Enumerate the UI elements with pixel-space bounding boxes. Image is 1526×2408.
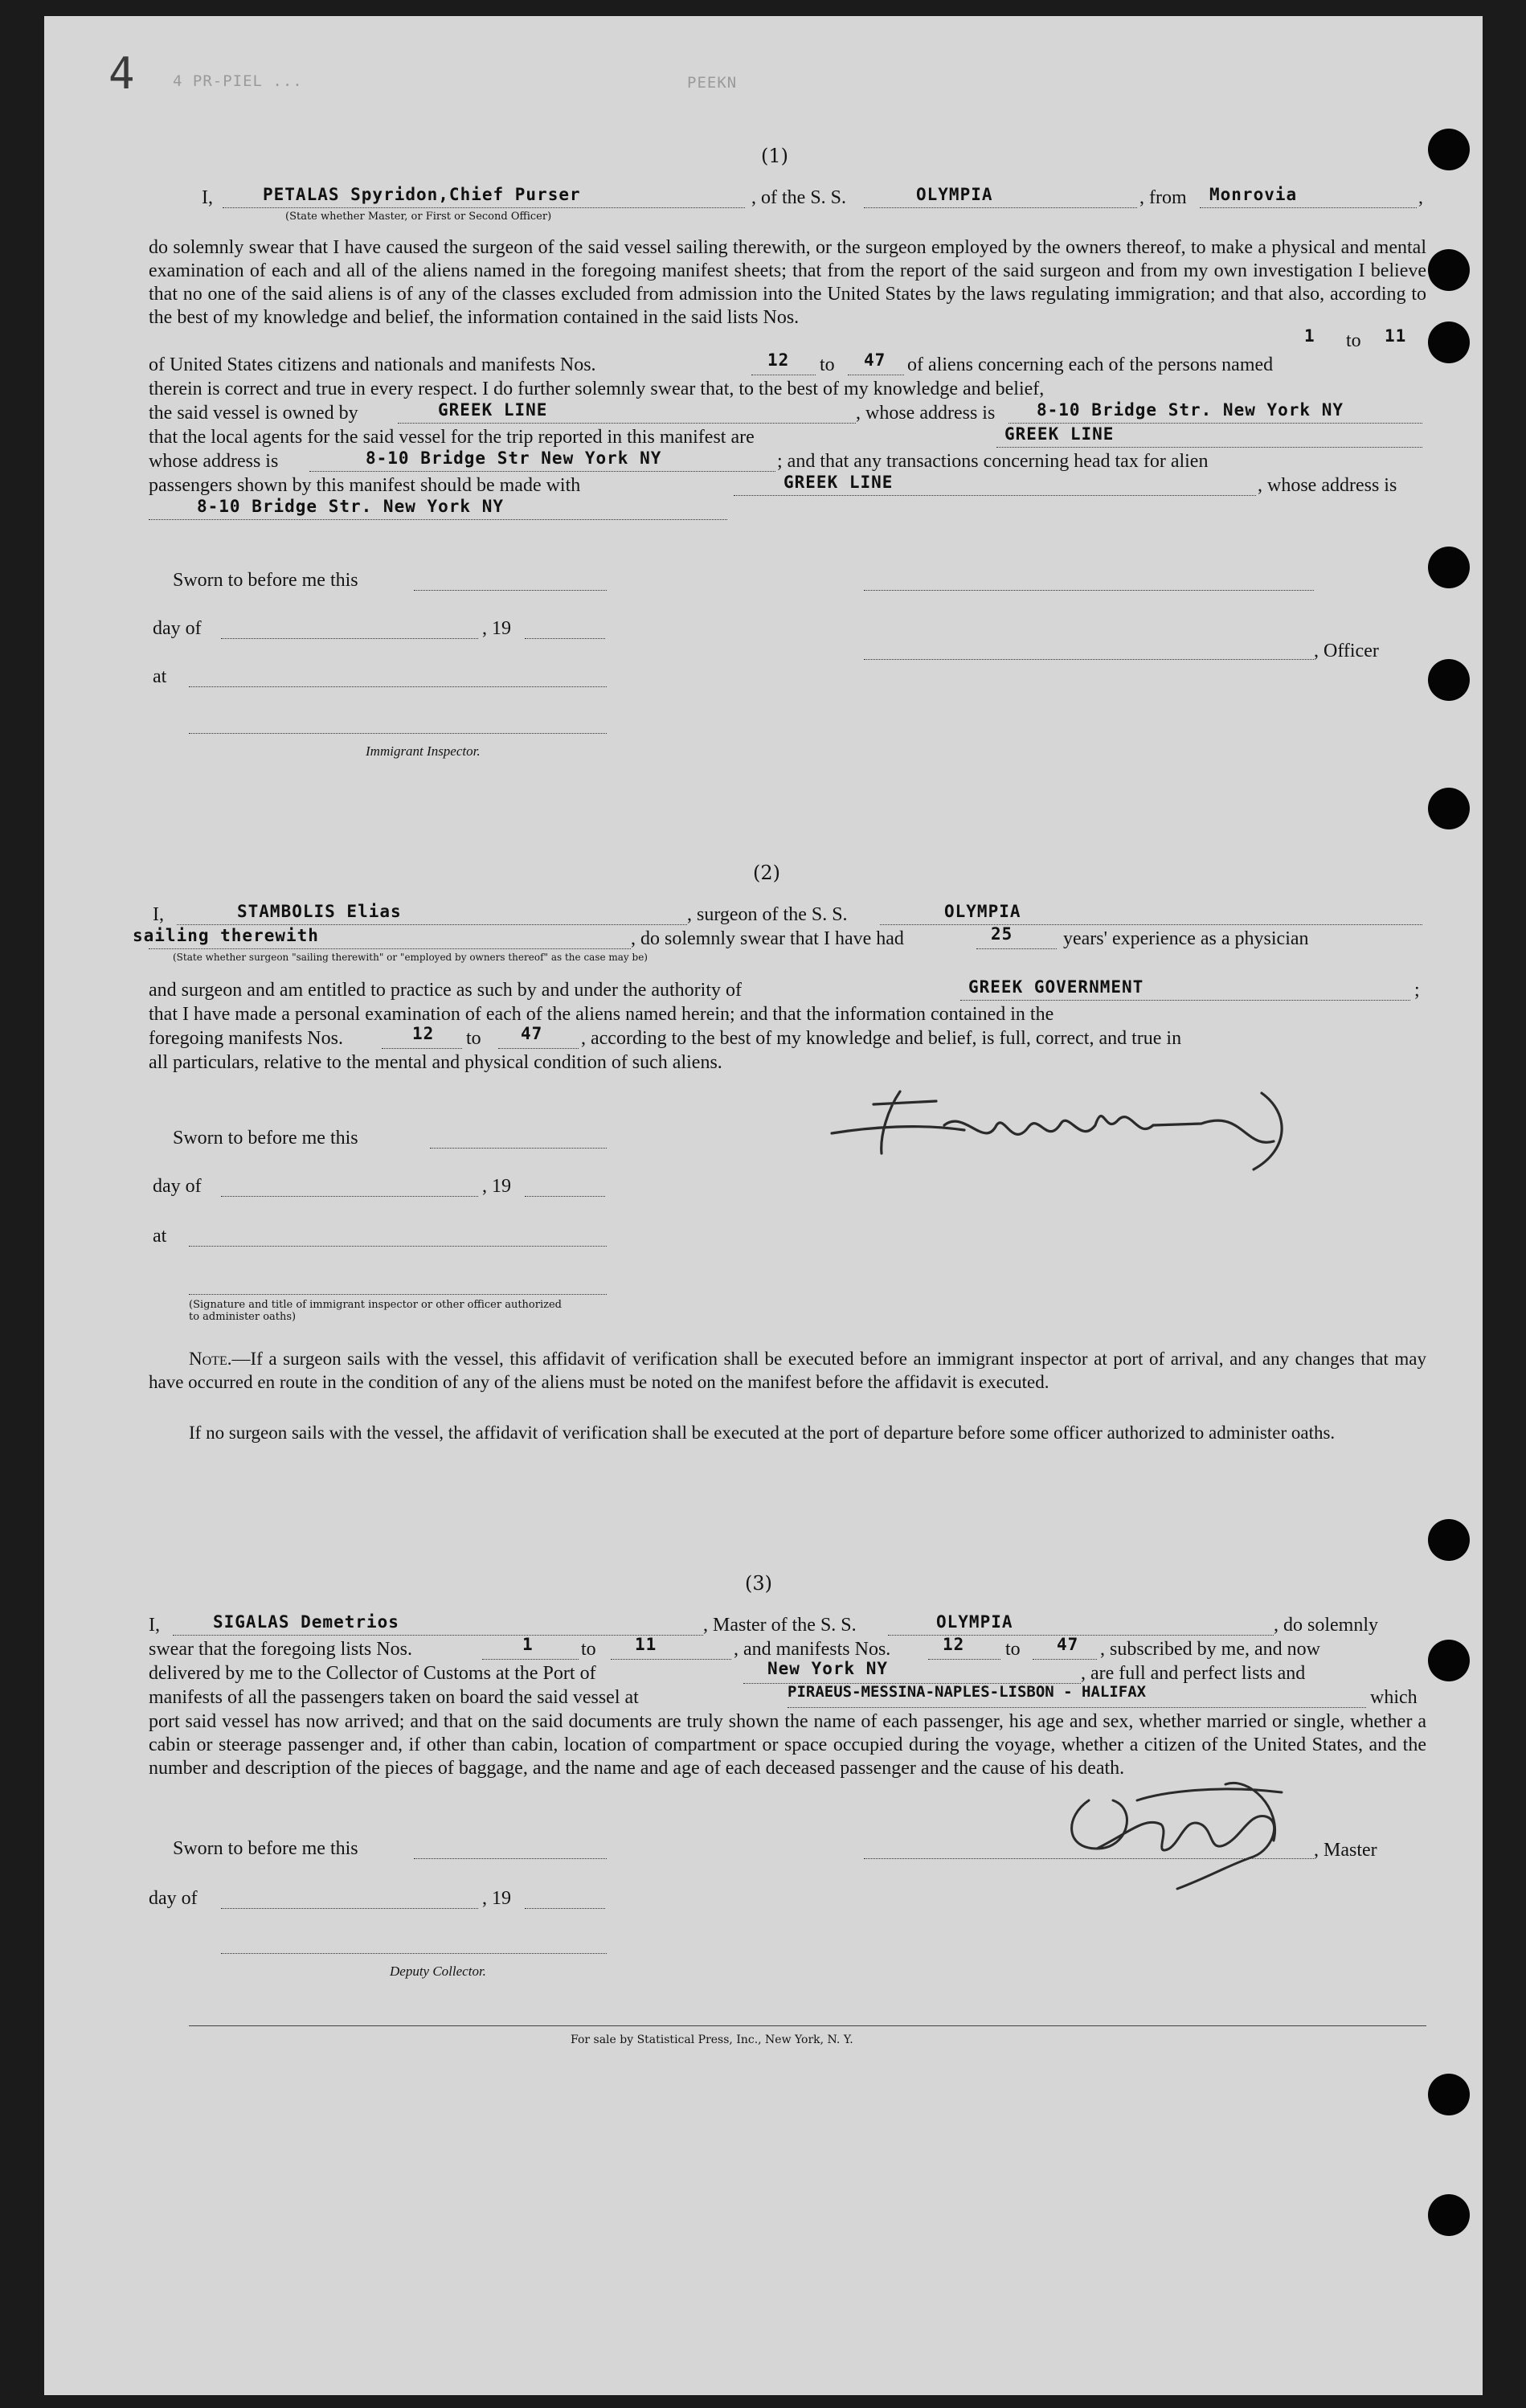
master-signature	[1041, 1768, 1330, 1905]
s3-year-line	[525, 1908, 605, 1909]
s1-i: I,	[202, 187, 213, 208]
note-text-1	[149, 1347, 1426, 1394]
s3-which: which	[1370, 1687, 1418, 1708]
s1-nineteen: , 19	[482, 618, 511, 639]
s1-local-agents: that the local agents for the said vessel for the trip reported in this manifest are	[149, 427, 755, 448]
s1-ship: OLYMPIA	[916, 185, 993, 204]
s2-to: to	[466, 1028, 481, 1049]
s2-surgeon-of: , surgeon of the S. S.	[687, 904, 848, 925]
s2-ship-line	[880, 924, 1422, 925]
section-1-number: (1)	[761, 145, 788, 167]
s3-subscribed: , subscribed by me, and now	[1100, 1639, 1320, 1660]
s3-name-line	[173, 1635, 703, 1636]
s1-from-line	[1200, 207, 1417, 208]
s1-name-caption: (State whether Master, or First or Second Officer)	[285, 211, 552, 223]
s3-manifests-from-line	[928, 1659, 1000, 1660]
s2-all-particulars: all particulars, relative to the mental and physical condition of such aliens.	[149, 1052, 722, 1073]
s2-name: STAMBOLIS Elias	[237, 902, 402, 921]
s1-head-tax-party: GREEK LINE	[783, 473, 894, 492]
faded-stamp-left: 4 PR-PIEL ...	[173, 72, 303, 90]
s3-do-solemnly: , do solemnly	[1274, 1615, 1378, 1636]
s2-sailing-line	[149, 948, 631, 949]
s1-agent: GREEK LINE	[1004, 424, 1115, 444]
s2-years-line	[976, 948, 1057, 949]
s2-nineteen: , 19	[482, 1176, 511, 1197]
s2-authority-line	[960, 1000, 1410, 1001]
s1-manifests-from: 12	[767, 350, 790, 370]
s1-officer-line	[864, 659, 1314, 660]
s1-head-tax-party-line	[734, 495, 1256, 496]
s3-ports: PIRAEUS-MESSINA-NAPLES-LISBON - HALIFAX	[788, 1683, 1147, 1701]
s1-owner-line	[398, 423, 856, 424]
s3-day-of-line	[221, 1908, 478, 1909]
s1-lists-to: 11	[1385, 326, 1407, 346]
s2-day-of-line	[221, 1196, 478, 1197]
s1-manifests-to: 47	[864, 350, 886, 370]
s1-sworn: Sworn to before me this	[173, 570, 358, 591]
s3-to2: to	[1005, 1639, 1021, 1660]
s1-to2: to	[820, 354, 835, 375]
s1-sworn-line	[414, 590, 607, 591]
punch-hole	[1428, 321, 1470, 363]
s1-agent-address-line	[309, 471, 775, 472]
s2-according: , according to the best of my knowledge and belief, is full, correct, and true in	[581, 1028, 1182, 1049]
s1-of-aliens: of aliens concerning each of the persons named	[907, 354, 1274, 375]
s3-day-of: day of	[149, 1888, 198, 1909]
punch-hole	[1428, 2194, 1470, 2236]
punch-hole	[1428, 249, 1470, 291]
punch-hole	[1428, 1640, 1470, 1681]
s3-lists-to: 11	[635, 1635, 657, 1654]
s1-head-tax-address-line	[149, 519, 727, 520]
s1-lists-from: 1	[1304, 326, 1315, 346]
s2-sig-caption: (Signature and title of immigrant inspector or other officer authorized to administer oaths)	[189, 1299, 562, 1323]
s1-owned-by: the said vessel is owned by	[149, 403, 358, 424]
s1-day-of: day of	[153, 618, 202, 639]
manifest-affidavit-page	[44, 16, 1483, 2395]
s1-owner-address: 8-10 Bridge Str. New York NY	[1037, 400, 1344, 420]
s3-sworn-line	[414, 1858, 607, 1859]
s1-at: at	[153, 666, 167, 687]
s3-deputy-line	[221, 1953, 607, 1954]
s2-sig-line	[189, 1294, 607, 1295]
s3-name: SIGALAS Demetrios	[213, 1612, 399, 1632]
punch-hole	[1428, 2074, 1470, 2115]
s2-manifests-to: 47	[521, 1024, 543, 1043]
s3-ports-line	[788, 1707, 1366, 1708]
s2-semicolon: ;	[1414, 980, 1420, 1001]
s1-agent-line	[996, 447, 1422, 448]
punch-hole	[1428, 788, 1470, 829]
s3-lists-from: 1	[522, 1635, 534, 1654]
s3-manifests-to-line	[1033, 1659, 1097, 1660]
surgeon-signature	[824, 1077, 1322, 1181]
s2-authority: and surgeon and am entitled to practice as such by and under the authority of	[149, 980, 742, 1001]
s1-ship-line	[864, 207, 1137, 208]
s3-full-lists: , are full and perfect lists and	[1081, 1663, 1306, 1684]
s1-head-tax-address: 8-10 Bridge Str. New York NY	[197, 497, 505, 516]
s1-comma: ,	[1418, 187, 1423, 208]
s3-manifests-all: manifests of all the passengers taken on board the said vessel at	[149, 1687, 639, 1708]
s1-agent-address: 8-10 Bridge Str New York NY	[366, 448, 662, 468]
s1-officer-sig-line	[864, 590, 1314, 591]
s1-owner: GREEK LINE	[438, 400, 548, 420]
s2-examination: that I have made a personal examination of each of the aliens named herein; and that the information contained in the	[149, 1004, 1054, 1025]
s3-delivered: delivered by me to the Collector of Customs at the Port of	[149, 1663, 596, 1684]
s3-to1: to	[581, 1639, 596, 1660]
s2-at-line	[189, 1246, 607, 1247]
s3-swear-lists: swear that the foregoing lists Nos.	[149, 1639, 412, 1660]
s2-ship: OLYMPIA	[944, 902, 1021, 921]
s2-authority-value: GREEK GOVERNMENT	[968, 977, 1144, 997]
section-2-number: (2)	[753, 862, 780, 884]
s1-whose-address-is: whose address is	[149, 451, 279, 472]
s1-from-label: , from	[1139, 187, 1187, 208]
s3-master-line	[864, 1858, 1314, 1859]
s3-manifests-to: 47	[1057, 1635, 1079, 1654]
note-body-1: If a surgeon sails with the vessel, this affidavit of verification shall be executed before an immigrant inspector at port of arrival, and any changes that may have occurred en route in the condition of any of the aliens must be noted on the manifest before the affidavit is executed.	[149, 1349, 1426, 1392]
s1-inspector-line	[189, 733, 607, 734]
footer-text: For sale by Statistical Press, Inc., New York, N. Y.	[571, 2033, 853, 2046]
faded-stamp-center: PEEKN	[687, 74, 738, 92]
s1-of-us-citizens: of United States citizens and nationals and manifests Nos.	[149, 354, 596, 375]
s3-port: New York NY	[767, 1659, 889, 1678]
s3-i: I,	[149, 1615, 160, 1636]
s2-day-of: day of	[153, 1176, 202, 1197]
s1-year-line	[525, 638, 605, 639]
s1-name-line	[223, 207, 745, 208]
s3-body-rest: port said vessel has now arrived; and that on the said documents are truly shown the name of each passenger, his age and sex, whether married or single, whether a cabin or steerage passenger and, if other than cabin, location of compartment or space occupied during the voyage, whether a citizen of the United States, and the number and description of the pieces of baggage, and the name and age of each deceased passenger and the cause of his death.	[149, 1711, 1426, 1779]
s2-foregoing: foregoing manifests Nos.	[149, 1028, 343, 1049]
s2-manifests-to-line	[498, 1048, 579, 1049]
s3-master: , Master	[1314, 1840, 1377, 1861]
s1-passengers-shown: passengers shown by this manifest should be made with	[149, 475, 581, 496]
s2-sailing-caption: (State whether surgeon "sailing therewith" or "employed by owners thereof" as the case may be)	[173, 952, 648, 963]
s1-day-of-line	[221, 638, 478, 639]
s1-from-port: Monrovia	[1209, 185, 1298, 204]
s1-head-tax: ; and that any transactions concerning head tax for alien	[777, 451, 1209, 472]
s3-deputy: Deputy Collector.	[390, 1964, 486, 1979]
punch-hole	[1428, 129, 1470, 170]
s2-sworn-line	[430, 1148, 607, 1149]
footer-rule	[189, 2025, 1426, 2026]
note-dash: —	[231, 1349, 251, 1369]
s2-manifests-from: 12	[412, 1024, 435, 1043]
s2-sailing: sailing therewith	[133, 926, 319, 945]
s1-therein: therein is correct and true in every respect. I do further solemnly swear that, to the best of my knowledge and belief,	[149, 379, 1045, 399]
s2-sworn: Sworn to before me this	[173, 1128, 358, 1149]
s1-owner-address-line	[1008, 423, 1422, 424]
punch-hole	[1428, 1519, 1470, 1561]
s3-sworn: Sworn to before me this	[173, 1838, 358, 1859]
s3-nineteen: , 19	[482, 1888, 511, 1909]
s1-at-line	[189, 686, 607, 687]
s1-body-start: do solemnly swear that I have caused the surgeon of the said vessel sailing therewith, or the surgeon employed by the owners thereof, to make a physical and mental examination of each and all of the aliens named in the foregoing manifest sheets; that from the report of the said surgeon and from my own investigation I believe that no one of the said aliens is of any of the classes excluded from admission into the United States by the laws regulating immigration; and that also, according to the best of my knowledge and belief, the information contained in the said lists Nos.	[149, 237, 1426, 328]
s3-and-manifests: , and manifests Nos.	[734, 1639, 891, 1660]
s3-manifests-from: 12	[943, 1635, 965, 1654]
s3-ship: OLYMPIA	[936, 1612, 1013, 1632]
s1-of-ss: , of the S. S.	[751, 187, 847, 208]
punch-hole	[1428, 659, 1470, 701]
s1-whose-address: , whose address is	[856, 403, 996, 424]
s1-to1: to	[1346, 330, 1361, 351]
s3-master-of: , Master of the S. S.	[703, 1615, 857, 1636]
s2-years-exp: years' experience as a physician	[1063, 928, 1309, 949]
note-text-2: If no surgeon sails with the vessel, the affidavit of verification shall be executed at the port of departure before some officer authorized to administer oaths.	[189, 1423, 1336, 1443]
note-label: Note.	[189, 1349, 232, 1369]
s2-swear-had: , do solemnly swear that I have had	[631, 928, 904, 949]
s1-whose-address2: , whose address is	[1258, 475, 1397, 496]
corner-mark: 4	[108, 48, 136, 99]
s2-years: 25	[991, 924, 1013, 944]
s1-officer: , Officer	[1314, 641, 1379, 661]
s2-name-line	[177, 924, 687, 925]
section-3-number: (3)	[745, 1572, 772, 1595]
s1-inspector-caption: Immigrant Inspector.	[366, 743, 481, 759]
s2-i: I,	[153, 904, 164, 925]
s2-year-line	[525, 1196, 605, 1197]
s1-name: PETALAS Spyridon,Chief Purser	[263, 185, 581, 204]
s3-lists-to-line	[611, 1659, 731, 1660]
s3-lists-from-line	[482, 1659, 579, 1660]
s2-manifests-from-line	[382, 1048, 462, 1049]
s2-at: at	[153, 1226, 167, 1247]
punch-hole	[1428, 547, 1470, 588]
